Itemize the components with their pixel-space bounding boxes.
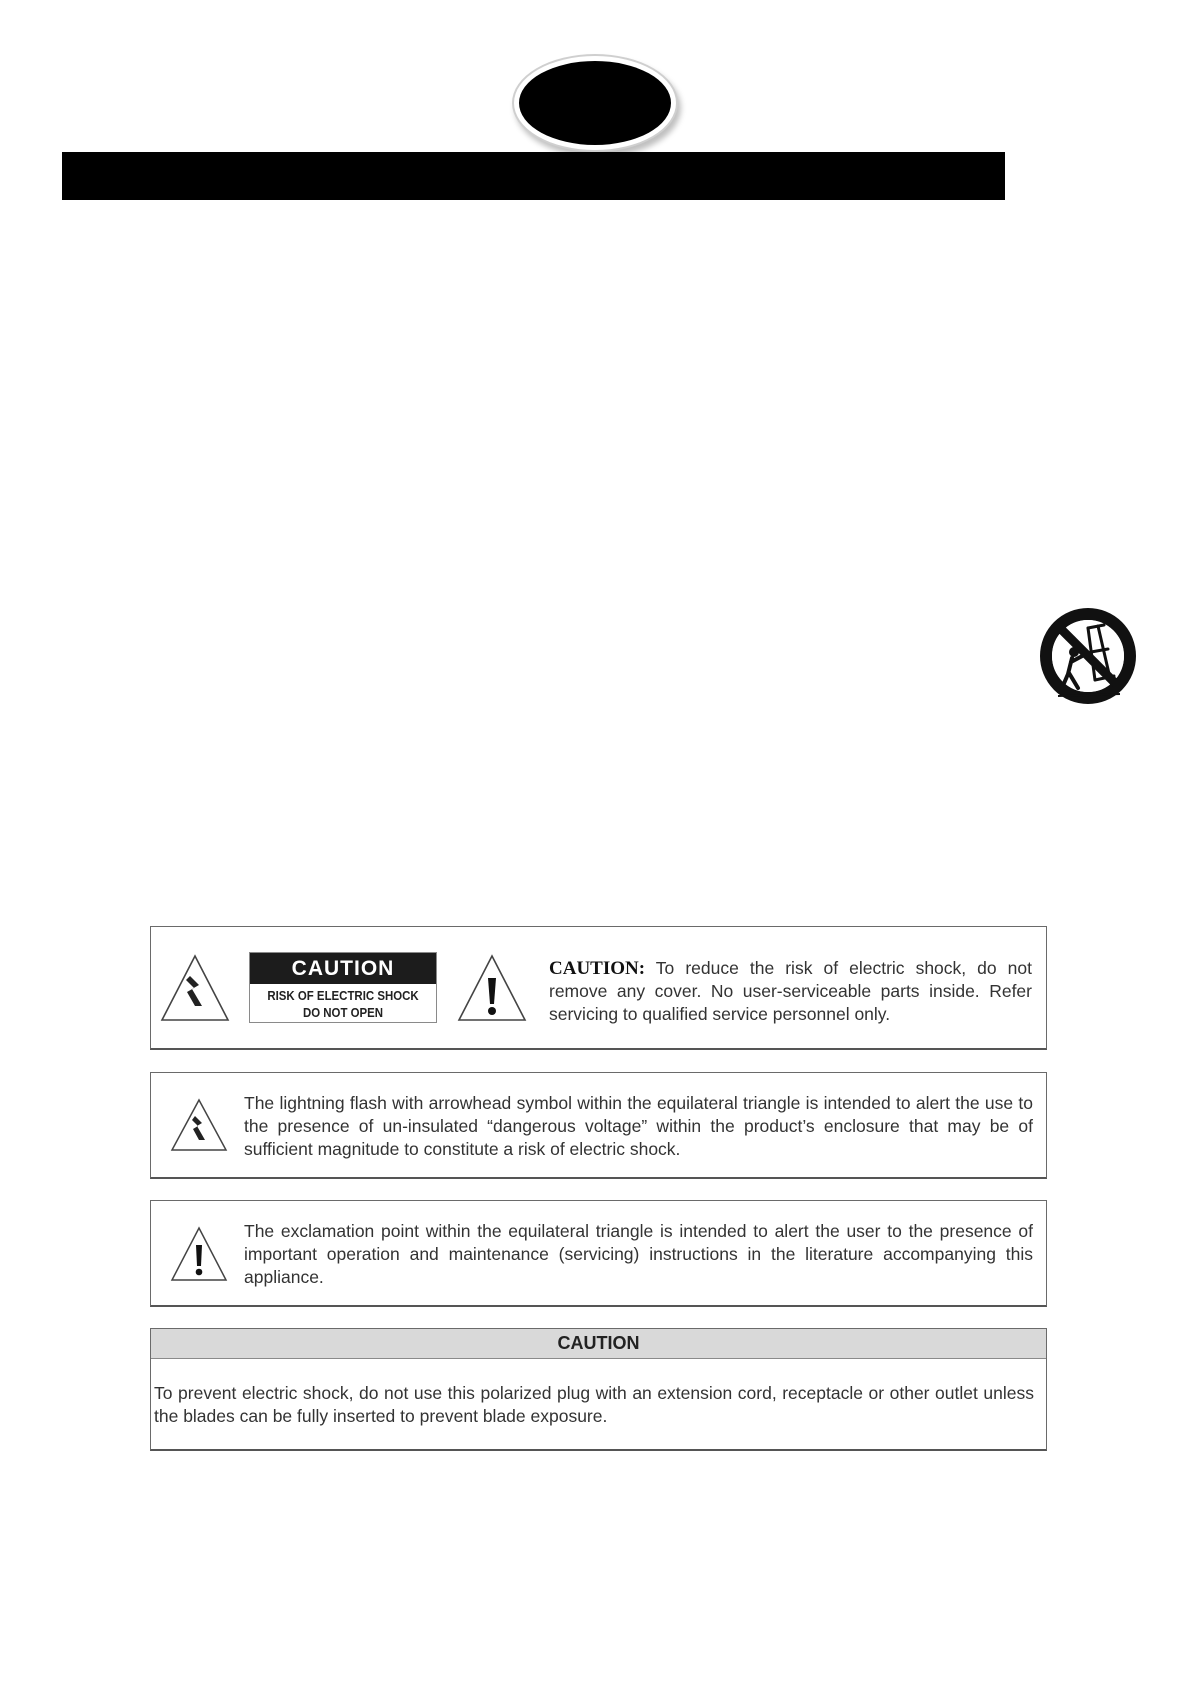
caution-label: [249, 952, 437, 1023]
exclamation-triangle-icon: [456, 952, 528, 1024]
caution-panel-text: [549, 957, 1032, 1026]
plug-caution-panel: [150, 1328, 1047, 1451]
caution-label-line2: DO NOT OPEN: [302, 1005, 384, 1020]
exclamation-triangle-icon: [170, 1225, 228, 1283]
plug-caution-text: To prevent electric shock, do not use this polarized plug with an extension cord, receptacle or other outlet unless the blades can be fully inserted to prevent blade exposure.: [154, 1383, 1034, 1426]
exclamation-panel: [150, 1200, 1047, 1307]
caution-lead: CAUTION:: [549, 958, 646, 979]
header-oval-badge: [519, 61, 671, 145]
plug-caution-heading: CAUTION: [151, 1329, 1046, 1359]
caution-label-line1: RISK OF ELECTRIC SHOCK: [267, 988, 419, 1003]
title-bar: [62, 152, 1005, 200]
caution-label-head: CAUTION: [250, 953, 436, 984]
caution-body: To reduce the risk of electric shock, do not remove any cover. No user-serviceable parts inside. Refer servicing to qualified service personnel only.: [549, 958, 1033, 1024]
lightning-panel: [150, 1072, 1047, 1179]
lightning-panel-text: The lightning flash with arrowhead symbol within the equilateral triangle is intended to alert the use to the presence of un-insulated “dangerous voltage” within the product’s enclosure that may be of sufficient magnitude to constitute a risk of electric shock.: [244, 1093, 1033, 1159]
lightning-triangle-icon: [170, 1097, 228, 1153]
caution-panel: [150, 926, 1047, 1050]
cart-tip-over-warning-icon: [1038, 606, 1138, 706]
lightning-triangle-icon: [159, 952, 231, 1024]
exclamation-panel-text: The exclamation point within the equilateral triangle is intended to alert the user to the presence of important operation and maintenance (servicing) instructions in the literature accompanying this appliance.: [244, 1221, 1033, 1287]
